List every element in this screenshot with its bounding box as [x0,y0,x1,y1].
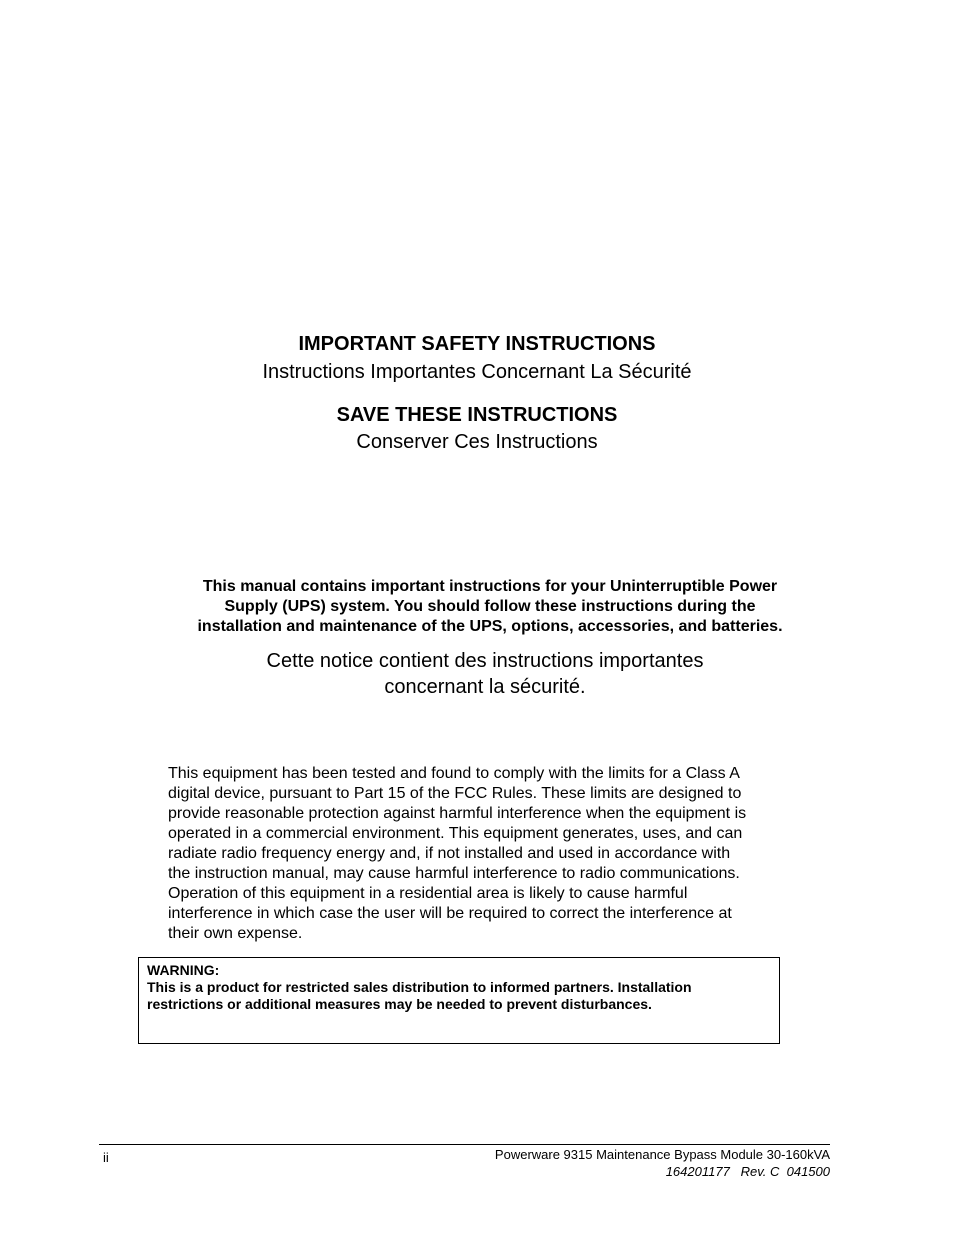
page-number: ii [103,1150,109,1165]
fcc-line: interference in which case the user will be required to correct the interference at [168,905,732,922]
fcc-line: their own expense. [168,925,303,942]
fcc-line: the instruction manual, may cause harmful interference to radio communications. [168,865,740,882]
footer-divider [99,1144,830,1145]
fcc-line: This equipment has been tested and found to comply with the limits for a Class A [168,765,740,782]
fcc-line: digital device, pursuant to Part 15 of the FCC Rules. These limits are designed to [168,785,742,802]
fcc-statement [168,764,808,944]
safety-heading: IMPORTANT SAFETY INSTRUCTIONS [298,333,656,355]
warning-label: WARNING: [147,962,220,978]
footer-doc-id: 164201177 Rev. C 041500 [665,1164,830,1179]
fcc-line: provide reasonable protection against harmful interference when the equipment is [168,805,747,822]
notice-french-line: concernant la sécurité. [384,676,586,698]
manual-notice-french [200,648,770,700]
safety-heading-french: Instructions Importantes Concernant La Sécurité [262,361,692,383]
warning-line: This is a product for restricted sales distribution to informed partners. Installation [147,979,692,995]
warning-line: restrictions or additional measures may be needed to prevent disturbances. [147,996,652,1012]
fcc-line: operated in a commercial environment. This equipment generates, uses, and can [168,825,743,842]
fcc-line: Operation of this equipment in a residential area is likely to cause harmful [168,885,688,902]
manual-notice [160,577,820,637]
footer-info [495,1146,830,1180]
notice-line: installation and maintenance of the UPS, options, accessories, and batteries. [197,618,783,635]
warning-box [138,957,780,1044]
notice-french-line: Cette notice contient des instructions importantes [266,650,704,672]
save-heading-french: Conserver Ces Instructions [356,431,598,453]
fcc-line: radiate radio frequency energy and, if not installed and used in accordance with [168,845,731,862]
notice-line: Supply (UPS) system. You should follow these instructions during the [224,598,756,615]
save-heading: SAVE THESE INSTRUCTIONS [336,404,618,426]
footer-title: Powerware 9315 Maintenance Bypass Module 30-160kVA [494,1147,830,1162]
notice-line: This manual contains important instructions for your Uninterruptible Power [202,578,778,595]
